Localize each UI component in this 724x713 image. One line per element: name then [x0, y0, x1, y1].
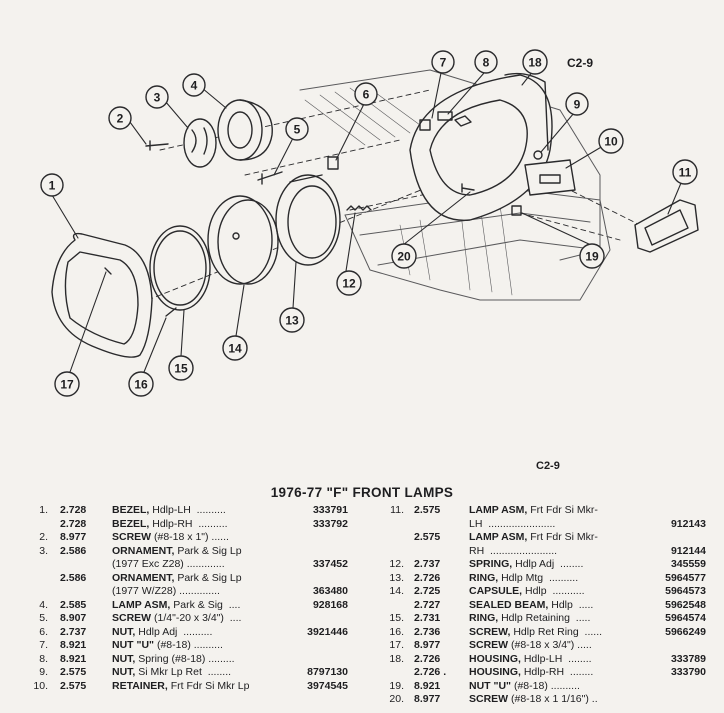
item-number: 10. — [33, 679, 48, 692]
callout-label: 15 — [174, 361, 188, 376]
part-name: BEZEL, — [112, 517, 150, 530]
item-number: 6. — [39, 625, 48, 638]
item-number: 9. — [39, 666, 48, 678]
group-number: 2.575 — [60, 666, 87, 678]
part-name: LAMP ASM, — [112, 598, 171, 611]
part-name: SCREW — [112, 612, 152, 624]
callout-11 — [673, 160, 697, 184]
part-side-marker — [635, 200, 698, 252]
group-number: 2.586 — [60, 571, 87, 584]
part-detail: Hdlp ........... — [522, 585, 585, 597]
part-detail: Hdlp-RH ........ — [520, 666, 594, 678]
part-detail: (1/4"-20 x 3/4") .... — [151, 612, 242, 624]
group-number: 2.736 — [414, 625, 441, 638]
callout-20 — [392, 244, 416, 268]
callout-label: 18 — [528, 55, 542, 70]
group-number: 2.737 — [414, 558, 441, 570]
part-name: NUT "U" — [112, 639, 155, 651]
part-detail: Si Mkr Lp Ret ........ — [135, 666, 232, 678]
part-number: 333791 — [312, 504, 348, 516]
callout-15 — [169, 356, 193, 380]
part-number: 345559 — [670, 558, 706, 570]
item-number: 3. — [39, 544, 48, 557]
part-number: 3974545 — [307, 679, 348, 692]
callout-14 — [223, 336, 247, 360]
part-mounting-ring — [276, 175, 340, 265]
item-number: 4. — [39, 598, 48, 611]
part-name: HOUSING, — [469, 666, 521, 678]
part-description — [112, 666, 231, 680]
callout-label: 6 — [362, 87, 370, 102]
group-number: 2.725 — [414, 585, 441, 597]
part-name: SPRING, — [469, 558, 513, 570]
callout-label: 13 — [285, 313, 299, 328]
part-name: SEALED BEAM, — [469, 598, 549, 611]
callout-9 — [566, 93, 588, 115]
part-description — [469, 612, 590, 626]
part-description — [469, 504, 598, 518]
part-number: 3921446 — [307, 625, 348, 638]
group-number: 2.731 — [414, 612, 441, 624]
callout-8 — [475, 51, 497, 73]
part-detail: (#8-18 x 1 1/16") .. — [508, 693, 598, 705]
part-detail: LH ....................... — [469, 517, 556, 530]
part-name: LAMP ASM, — [469, 504, 528, 516]
part-description — [112, 680, 250, 694]
callout-19 — [580, 244, 604, 268]
group-number: 8.977 — [414, 693, 441, 705]
part-detail: Hdlp Mtg .......... — [498, 571, 579, 584]
part-name: CAPSULE, — [469, 585, 523, 597]
part-detail: Hdlp Ret Ring ...... — [510, 625, 603, 638]
part-name: HOUSING, — [469, 652, 521, 665]
part-description — [469, 572, 578, 586]
part-detail: Park & Sig Lp — [174, 544, 242, 557]
callout-label: 12 — [342, 276, 356, 291]
callout-label: 10 — [604, 134, 618, 149]
part-number: 363480 — [312, 585, 348, 597]
part-number: 912143 — [670, 517, 706, 530]
part-name: SCREW — [469, 693, 509, 705]
part-description — [469, 558, 583, 572]
part-number: 5964577 — [665, 571, 706, 584]
part-description — [112, 558, 225, 572]
callout-label: 2 — [116, 111, 124, 126]
callout-label: 5 — [293, 122, 301, 137]
callout-label: 11 — [678, 165, 692, 180]
item-number: 1. — [39, 504, 48, 516]
part-name: NUT, — [112, 666, 136, 678]
part-number: 5962548 — [665, 598, 706, 611]
part-name: SCREW — [112, 531, 152, 543]
part-name: NUT, — [112, 625, 136, 638]
group-number: 2.726 — [414, 571, 441, 584]
part-description — [469, 518, 555, 532]
part-detail: Hdlp ..... — [548, 598, 594, 611]
group-number: 2.586 — [60, 544, 87, 557]
part-description — [112, 504, 226, 518]
group-number: 2.728 — [60, 517, 87, 530]
group-number: 2.575 — [60, 679, 87, 692]
part-detail: Frt Fdr Si Mkr Lp — [167, 679, 250, 692]
part-description — [469, 693, 598, 707]
part-description — [469, 599, 593, 613]
callout-label: 20 — [397, 249, 411, 264]
part-number: 928168 — [312, 598, 348, 611]
figure-code: C2-9 — [567, 56, 594, 70]
part-name: RING, — [469, 571, 499, 584]
part-number: 912144 — [670, 544, 706, 557]
part-name: NUT, — [112, 652, 136, 665]
part-description — [469, 585, 585, 599]
part-description — [112, 653, 235, 667]
group-number: 2.728 — [60, 504, 87, 516]
part-number: 333790 — [670, 666, 706, 678]
group-number: 2.585 — [60, 598, 87, 611]
item-number: 16. — [389, 625, 404, 638]
group-number: 2.575 — [414, 531, 441, 543]
part-sealed-beam — [208, 196, 278, 284]
part-number: 5966249 — [665, 625, 706, 638]
part-detail: (1977 W/Z28) .............. — [112, 585, 220, 597]
part-detail: (1977 Exc Z28) ............. — [112, 558, 225, 570]
part-description — [469, 545, 557, 559]
part-description — [469, 626, 602, 640]
part-description — [112, 639, 223, 653]
group-number: 2.737 — [60, 625, 87, 638]
part-detail: (#8-18) .......... — [154, 639, 223, 651]
item-number: 17. — [389, 639, 404, 651]
group-number: 2.726 — [414, 652, 441, 665]
callout-12 — [337, 271, 361, 295]
part-name: LAMP ASM, — [469, 531, 528, 543]
part-name: ORNAMENT, — [112, 571, 175, 584]
part-retaining-ring — [150, 226, 210, 310]
part-housing — [410, 74, 552, 221]
callout-label: 19 — [585, 249, 599, 264]
part-name: SCREW, — [469, 625, 511, 638]
item-number: 18. — [389, 652, 404, 665]
callout-6 — [355, 83, 377, 105]
part-detail: (#8-18 x 3/4") ..... — [508, 639, 592, 651]
group-number: 8.921 — [60, 639, 87, 651]
part-detail: Frt Fdr Si Mkr- — [527, 504, 598, 516]
part-park-lamp — [218, 100, 272, 160]
callout-2 — [109, 107, 131, 129]
callout-10 — [599, 129, 623, 153]
item-number: 14. — [389, 585, 404, 597]
part-detail: (#8-18 x 1") ...... — [151, 531, 229, 543]
part-description — [469, 531, 598, 545]
part-description — [112, 585, 220, 599]
group-number: 8.907 — [60, 612, 87, 624]
part-name: ORNAMENT, — [112, 544, 175, 557]
callout-label: 16 — [134, 377, 148, 392]
figure-code: C2-9 — [536, 460, 560, 472]
part-description — [469, 653, 592, 667]
part-detail: Park & Sig Lp — [174, 571, 242, 584]
part-number: 337452 — [312, 558, 348, 570]
callout-label: 17 — [60, 377, 74, 392]
part-number: 333789 — [670, 652, 706, 665]
callout-16 — [129, 372, 153, 396]
item-number: 8. — [39, 652, 48, 665]
part-description — [112, 545, 242, 559]
item-number: 19. — [389, 679, 404, 692]
item-number: 5. — [39, 612, 48, 624]
part-detail: Park & Sig .... — [170, 598, 241, 611]
callout-label: 7 — [439, 55, 447, 70]
part-detail: (#8-18) .......... — [511, 679, 580, 692]
callout-label: 14 — [228, 341, 242, 356]
callout-17 — [55, 372, 79, 396]
part-detail: Frt Fdr Si Mkr- — [527, 531, 598, 543]
part-description — [112, 531, 229, 545]
item-number: 13. — [389, 571, 404, 584]
part-name: RETAINER, — [112, 679, 168, 692]
part-bezel — [52, 234, 152, 358]
part-number: 333792 — [312, 517, 348, 530]
part-description — [469, 680, 580, 694]
page-title: 1976-77 "F" FRONT LAMPS — [270, 485, 454, 500]
item-number: 11. — [390, 504, 404, 516]
callout-7 — [432, 51, 454, 73]
part-detail: Hdlp Retaining ..... — [498, 612, 591, 624]
group-number: 8.977 — [60, 531, 87, 543]
callout-label: 1 — [48, 178, 56, 193]
part-detail: RH ....................... — [469, 544, 558, 557]
part-number: 5964574 — [665, 612, 706, 624]
callout-13 — [280, 308, 304, 332]
part-number: 5964573 — [665, 585, 706, 597]
part-number: 8797130 — [307, 666, 348, 678]
group-number: 2.726 . — [414, 666, 447, 678]
part-screw-16 — [166, 308, 176, 316]
callout-label: 4 — [190, 78, 198, 93]
part-detail: Hdlp Adj ........ — [512, 558, 584, 570]
item-number: 15. — [389, 612, 404, 624]
item-number: 2. — [39, 531, 48, 543]
part-name: NUT "U" — [469, 679, 512, 692]
part-detail: Hdlp-RH .......... — [149, 517, 228, 530]
part-name: BEZEL, — [112, 504, 150, 516]
callout-label: 8 — [482, 55, 490, 70]
part-screw-5 — [258, 172, 282, 184]
callout-label: 9 — [573, 97, 581, 112]
item-number: 12. — [389, 558, 404, 570]
group-number: 2.575 — [414, 504, 441, 516]
group-number: 8.921 — [60, 652, 87, 665]
part-detail: Hdlp Adj .......... — [135, 625, 213, 638]
group-number: 8.977 — [414, 639, 441, 651]
part-detail: Hdlp-LH .......... — [149, 504, 226, 516]
part-description — [112, 518, 228, 532]
part-ornament — [184, 119, 216, 167]
callout-3 — [146, 86, 168, 108]
callout-4 — [183, 74, 205, 96]
part-description — [112, 626, 212, 640]
part-detail: Hdlp-LH ........ — [520, 652, 592, 665]
item-number: 20. — [389, 693, 404, 705]
part-description — [469, 666, 593, 680]
callout-5 — [286, 118, 308, 140]
part-name: SCREW — [469, 639, 509, 651]
callout-label: 3 — [153, 90, 161, 105]
part-name: RING, — [469, 612, 499, 624]
part-description — [112, 572, 242, 586]
callout-18 — [523, 50, 547, 74]
group-number: 8.921 — [414, 679, 441, 692]
part-description — [112, 612, 241, 626]
part-description — [469, 639, 592, 653]
item-number: 7. — [39, 639, 48, 651]
part-description — [112, 599, 240, 613]
part-detail: Spring (#8-18) ......... — [135, 652, 235, 665]
group-number: 2.727 — [414, 598, 441, 611]
callout-1 — [41, 174, 63, 196]
